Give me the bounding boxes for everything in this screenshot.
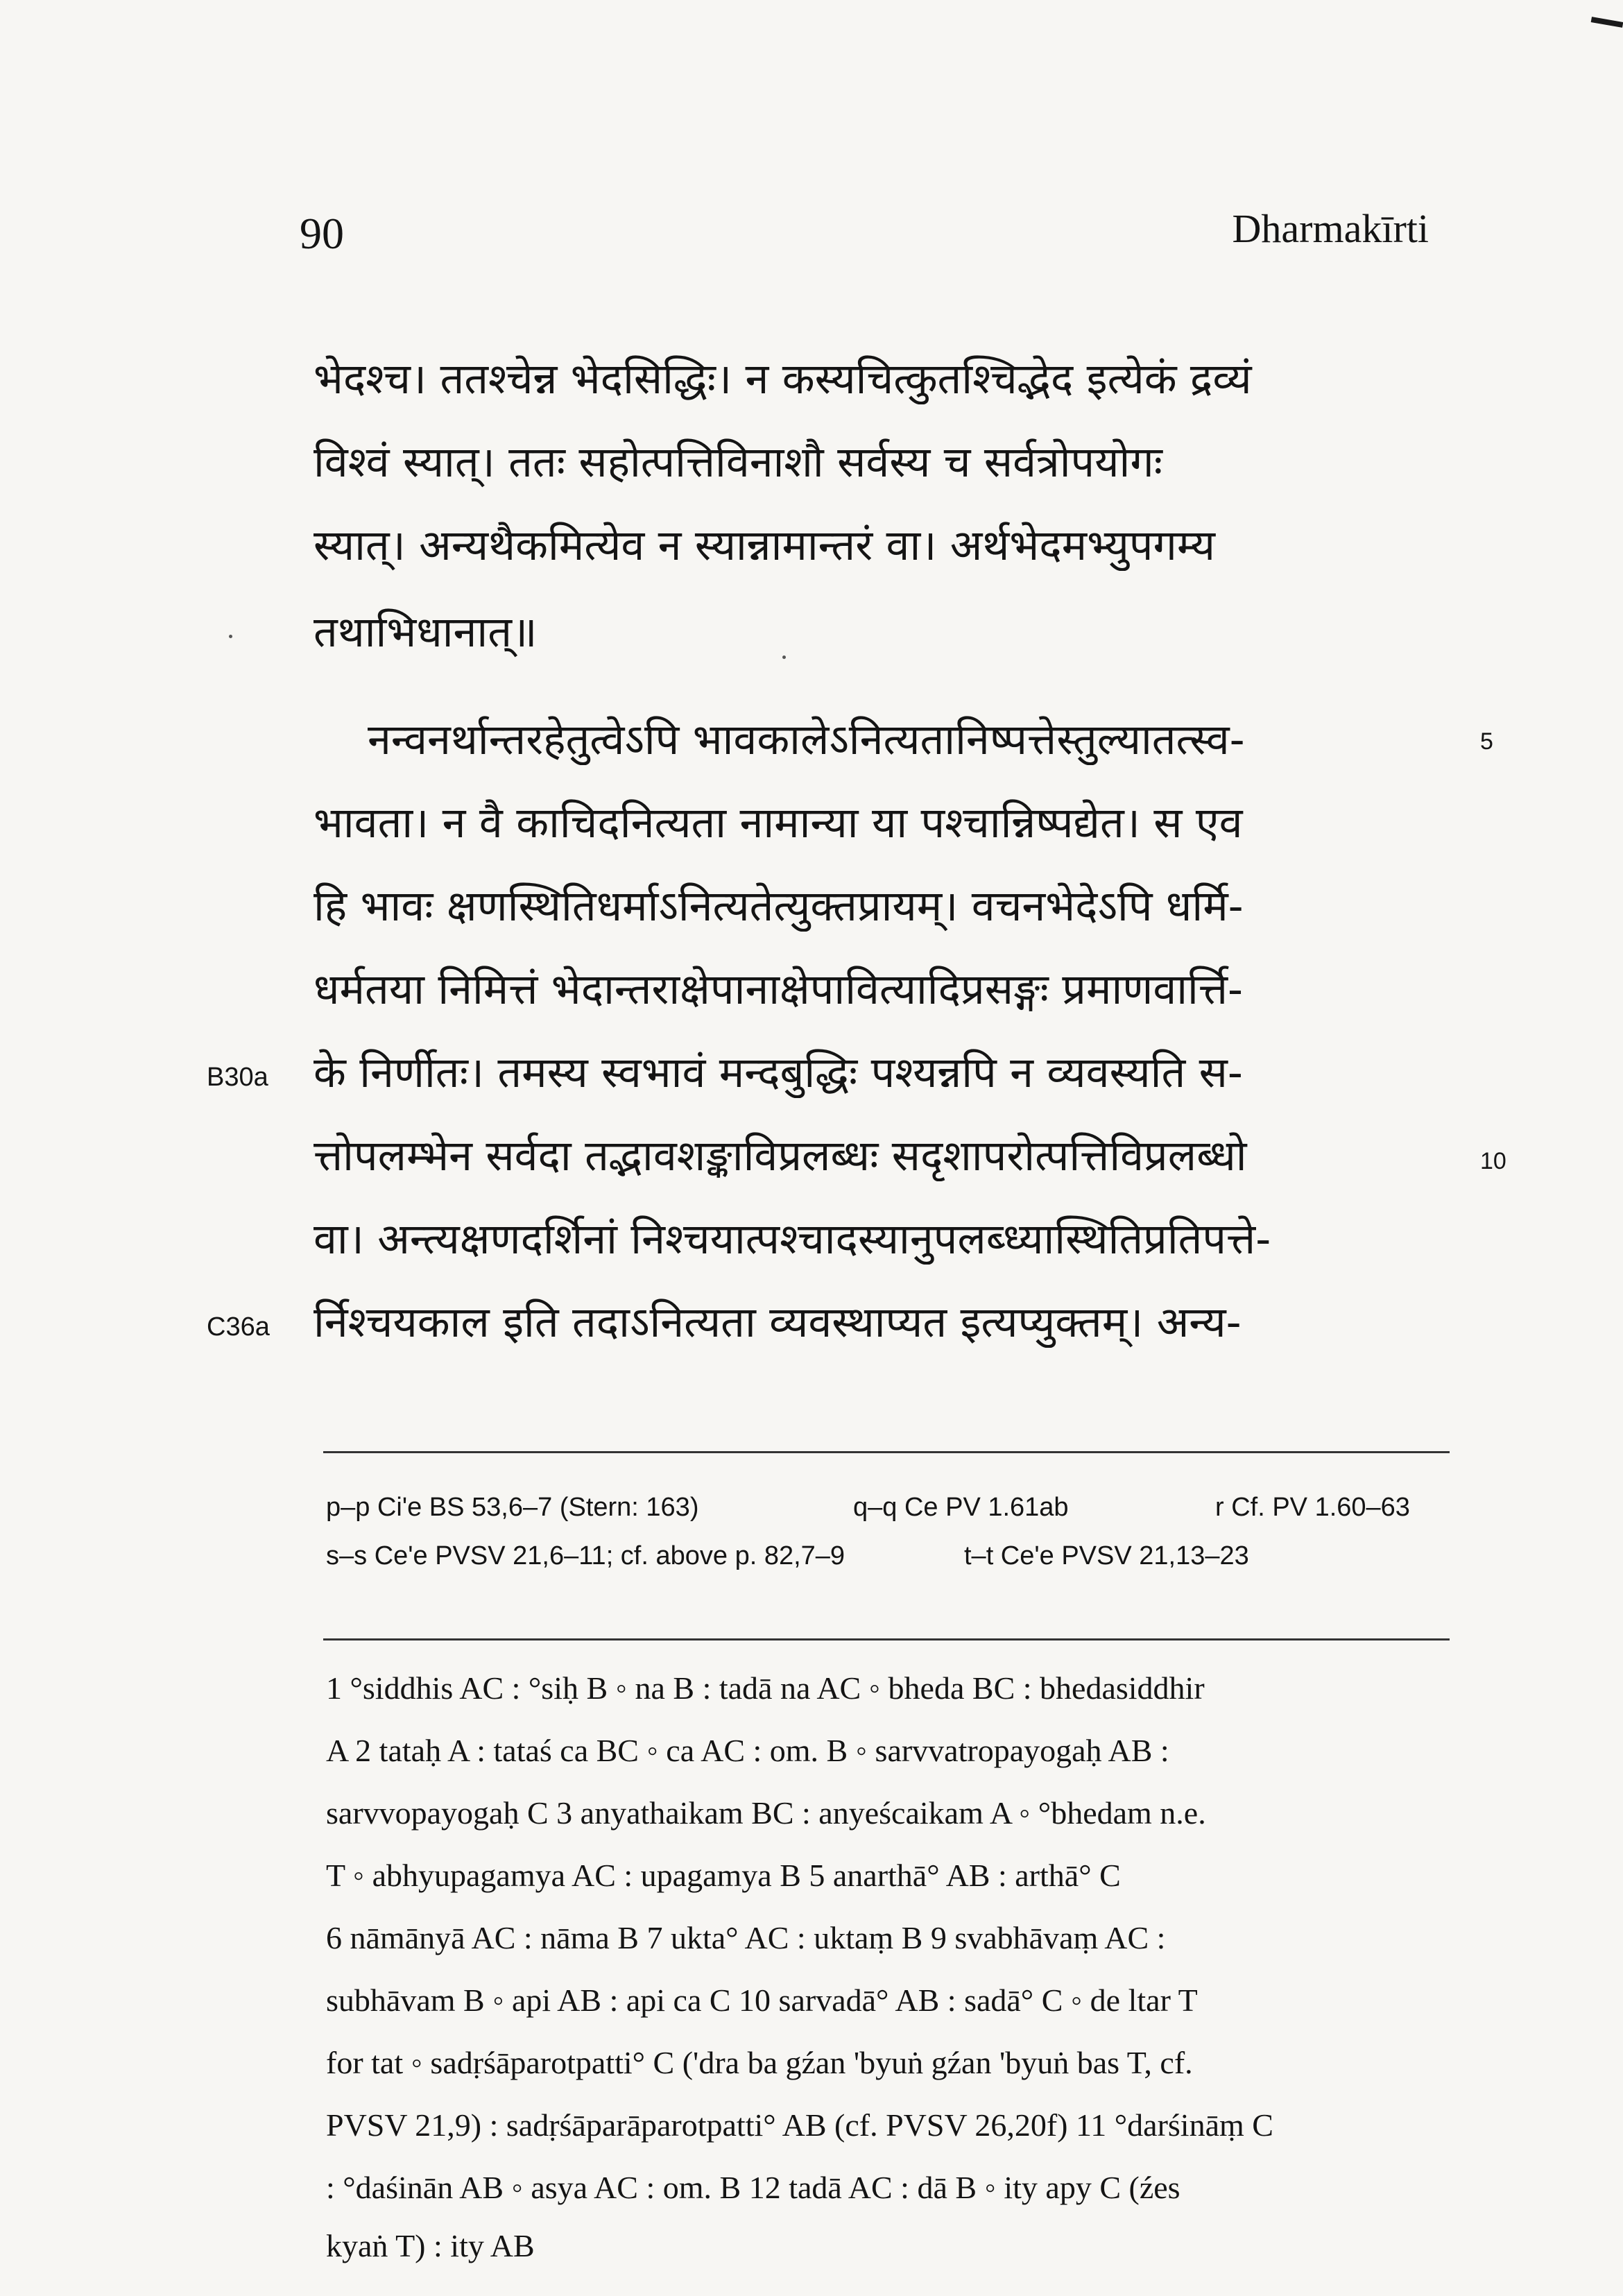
margin-ref-c36a: C36a xyxy=(207,1312,270,1342)
source-note: s–s Ce'e PVSV 21,6–11; cf. above p. 82,7–9 xyxy=(326,1541,845,1570)
source-note: t–t Ce'e PVSV 21,13–23 xyxy=(964,1541,1249,1570)
apparatus-line: 1 °siddhis AC : °siḥ B ◦ na B : tadā na AC ◦ bheda BC : bhedasiddhir xyxy=(326,1670,1205,1706)
text-line: र्निश्चयकाल इति तदाऽनित्यता व्यवस्थाप्यत इत्यप्युक्तम्। अन्य- xyxy=(314,1298,1242,1347)
apparatus-line: T ◦ abhyupagamya AC : upagamya B 5 anarthā° AB : arthā° C xyxy=(326,1858,1121,1893)
text-line: भावता। न वै काचिदनित्यता नामान्या या पश्चान्निष्पद्येत। स एव xyxy=(314,798,1243,848)
apparatus-line: 6 nāmānyā AC : nāma B 7 ukta° AC : uktaṃ B 9 svabhāvaṃ AC : xyxy=(326,1920,1166,1955)
source-notes-row xyxy=(326,1541,1450,1590)
footnote-rule-top xyxy=(323,1451,1450,1453)
text-line: विश्वं स्यात्। ततः सहोत्पत्तिविनाशौ सर्वस्य च सर्वत्रोपयोगः xyxy=(314,438,1162,487)
apparatus-line: PVSV 21,9) : sadṛśāparāparotpatti° AB (cf. PVSV 26,20f) 11 °darśināṃ C xyxy=(326,2107,1273,2143)
line-number-5: 5 xyxy=(1480,728,1493,755)
text-line: धर्मतया निमित्तं भेदान्तराक्षेपानाक्षेपावित्यादिप्रसङ्गः प्रमाणवार्त्ति- xyxy=(314,965,1244,1014)
text-line: नन्वनर्थान्तरहेतुत्वेऽपि भावकालेऽनित्यतानिष्पत्तेस्तुल्यातत्स्व- xyxy=(368,715,1245,764)
source-note: q–q Ce PV 1.61ab xyxy=(853,1493,1069,1522)
apparatus-line: for tat ◦ sadṛśāparotpatti° C ('dra ba gźan 'byuṅ gźan 'byuṅ bas T, cf. xyxy=(326,2045,1193,2080)
source-notes xyxy=(326,1493,1450,1590)
text-line: हि भावः क्षणस्थितिधर्माऽनित्यतेत्युक्तप्रायम्। वचनभेदेऽपि धर्मि- xyxy=(314,882,1244,931)
apparatus-line: A 2 tataḥ A : tataś ca BC ◦ ca AC : om. B ◦ sarvvatropayogaḥ AB : xyxy=(326,1733,1169,1768)
scan-speck xyxy=(782,656,786,659)
apparatus-line: : °daśinān AB ◦ asya AC : om. B 12 tadā AC : dā B ◦ ity apy C (źes xyxy=(326,2170,1180,2205)
text-line: स्यात्। अन्यथैकमित्येव न स्यान्नामान्तरं वा। अर्थभेदमभ्युपगम्य xyxy=(314,521,1216,570)
source-note: p–p Ci'e BS 53,6–7 (Stern: 163) xyxy=(326,1493,699,1522)
source-note: r Cf. PV 1.60–63 xyxy=(1215,1493,1410,1522)
text-line: तथाभिधानात्॥ xyxy=(314,608,538,657)
text-line: के निर्णीतः। तमस्य स्वभावं मन्दबुद्धिः पश्यन्नपि न व्यवस्यति स- xyxy=(314,1048,1243,1097)
scan-corner-mark xyxy=(1591,17,1623,28)
page-number: 90 xyxy=(300,209,344,258)
apparatus-line: sarvvopayogaḥ C 3 anyathaikam BC : anyeścaikam A ◦ °bhedam n.e. xyxy=(326,1795,1206,1831)
text-line: वा। अन्त्यक्षणदर्शिनां निश्चयात्पश्चादस्यानुपलब्ध्यास्थितिप्रतिपत्ते- xyxy=(314,1215,1271,1264)
text-line: भेदश्च। ततश्चेन्न भेदसिद्धिः। न कस्यचित्कुतश्चिद्भेद इत्येकं द्रव्यं xyxy=(314,354,1252,404)
margin-ref-b30a: B30a xyxy=(207,1063,268,1092)
apparatus-line: subhāvam B ◦ api AB : api ca C 10 sarvadā° AB : sadā° C ◦ de ltar T xyxy=(326,1982,1198,2018)
line-number-10: 10 xyxy=(1480,1148,1506,1174)
source-notes-row xyxy=(326,1493,1450,1541)
text-line: त्तोपलम्भेन सर्वदा तद्भावशङ्काविप्रलब्धः सदृशापरोत्पत्तिविप्रलब्धो xyxy=(314,1131,1247,1181)
running-header-title: Dharmakīrti xyxy=(1232,206,1429,251)
apparatus-line: kyaṅ T) : ity AB xyxy=(326,2228,535,2263)
scan-speck xyxy=(229,635,232,638)
footnote-rule-bottom xyxy=(323,1638,1450,1640)
